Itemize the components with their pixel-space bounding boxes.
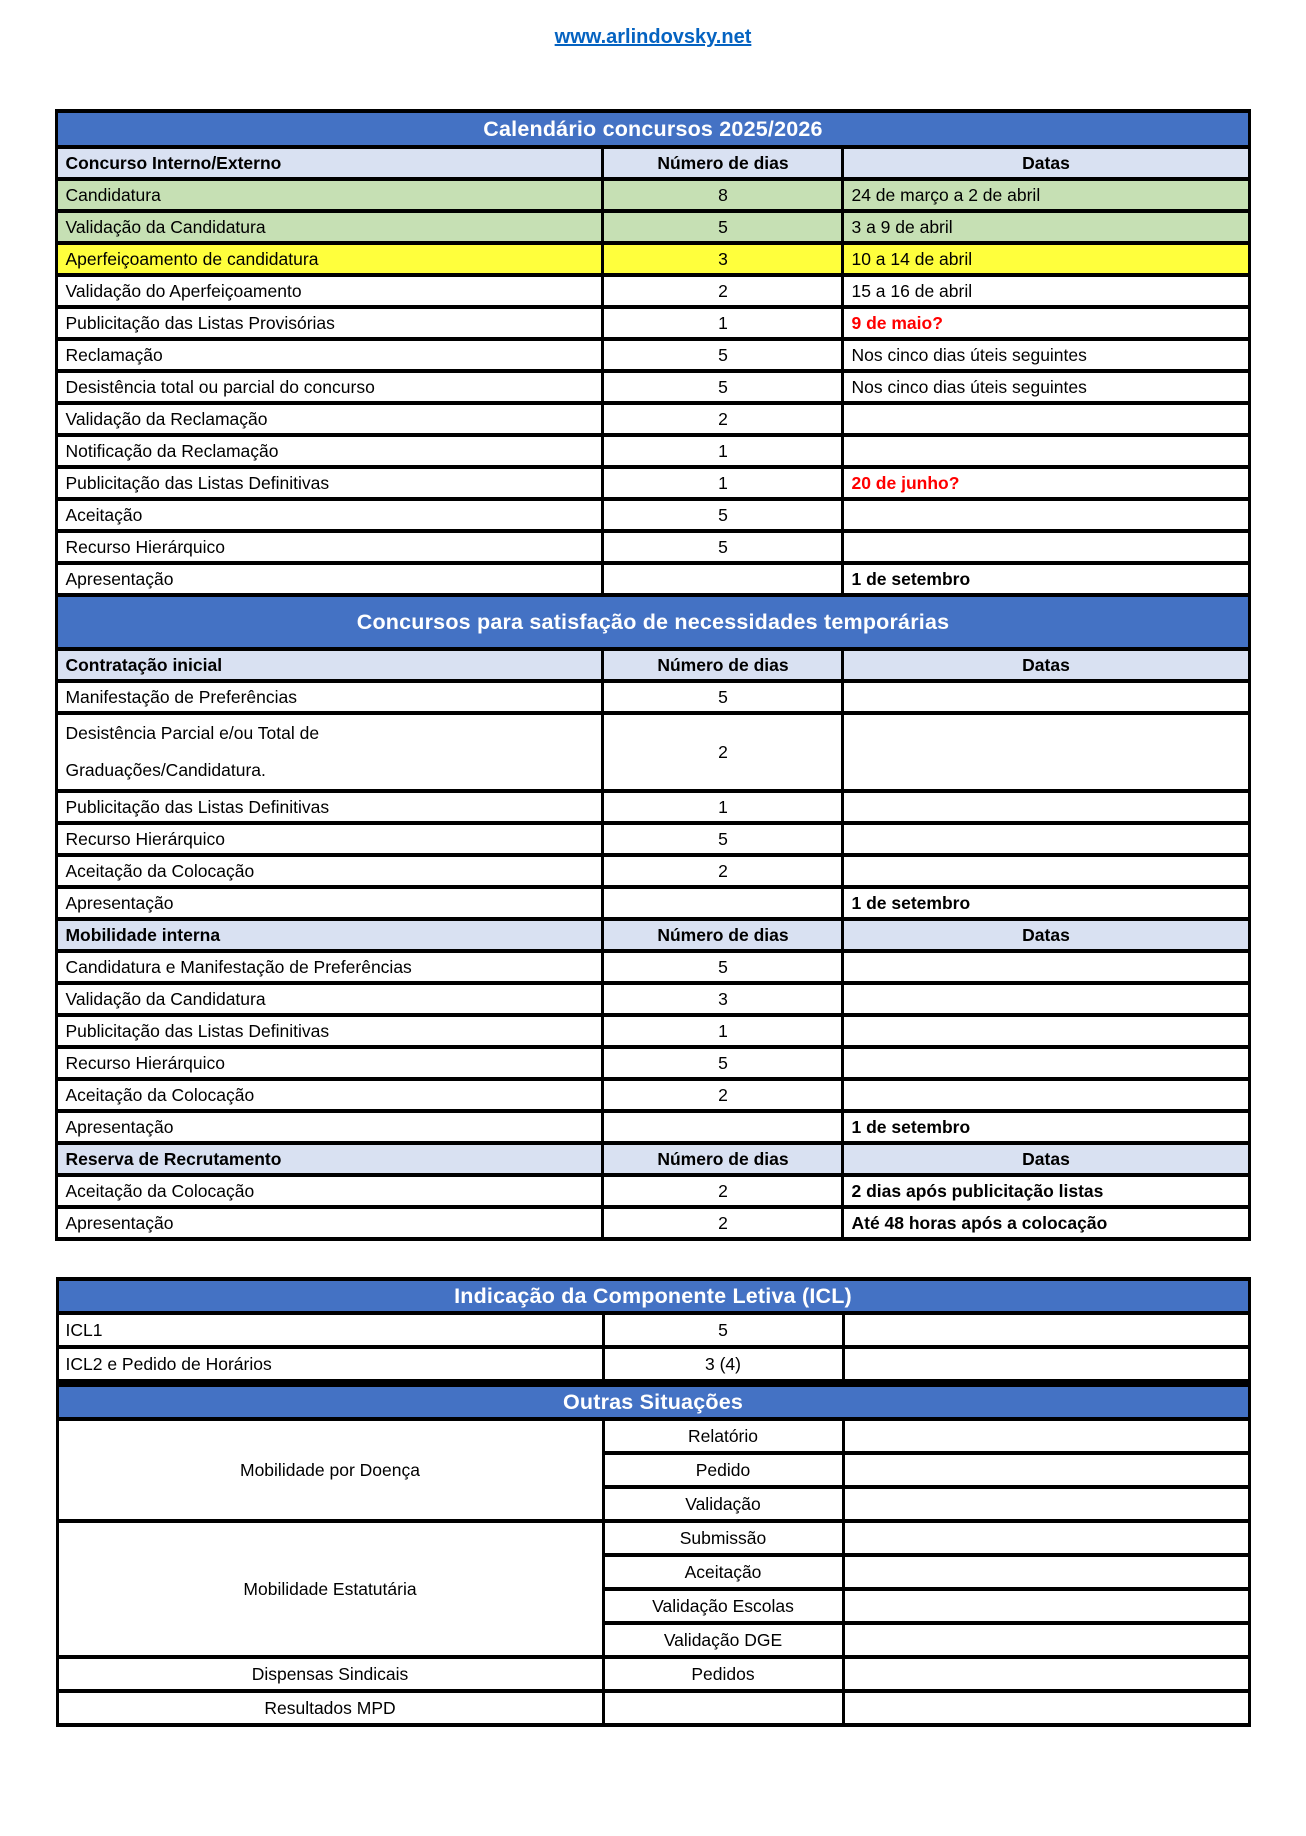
table-row <box>57 1207 1249 1239</box>
section-banner-row <box>57 111 1249 147</box>
table-row <box>57 275 1249 307</box>
row-dates <box>843 681 1249 713</box>
table-row <box>57 563 1249 595</box>
row-days: 1 <box>603 791 843 823</box>
row-days: 5 <box>603 951 843 983</box>
row-label <box>57 713 603 791</box>
calendar-table-body <box>57 111 1249 1239</box>
table-row <box>57 1079 1249 1111</box>
table-row <box>57 179 1249 211</box>
row-days: 5 <box>603 1047 843 1079</box>
row-dates: 2 dias após publicitação listas <box>843 1175 1249 1207</box>
icl-other-table-body <box>57 1279 1249 1725</box>
icl-other-table <box>56 1277 1251 1727</box>
site-link[interactable]: www.arlindovsky.net <box>554 26 752 48</box>
table-row <box>57 1047 1249 1079</box>
row-label: Apresentação <box>57 563 603 595</box>
row-label: Notificação da Reclamação <box>57 435 603 467</box>
table-row <box>57 1111 1249 1143</box>
row-stage: Validação DGE <box>603 1623 843 1657</box>
row-days: 3 (4) <box>603 1347 843 1381</box>
table-row <box>57 713 1249 791</box>
row-label: Desistência total ou parcial do concurso <box>57 371 603 403</box>
table-row <box>57 1313 1249 1347</box>
row-dates <box>843 855 1249 887</box>
row-days: 3 <box>603 983 843 1015</box>
row-days: 2 <box>603 1207 843 1239</box>
row-label: Aceitação da Colocação <box>57 855 603 887</box>
row-dates <box>843 531 1249 563</box>
row-dates <box>843 403 1249 435</box>
row-days: 5 <box>603 211 843 243</box>
row-dates <box>843 1015 1249 1047</box>
row-label: Validação da Reclamação <box>57 403 603 435</box>
table-row <box>57 855 1249 887</box>
row-label: Apresentação <box>57 1207 603 1239</box>
row-days <box>603 1111 843 1143</box>
row-days: 2 <box>603 713 843 791</box>
table-row <box>57 1419 1249 1453</box>
row-days: 2 <box>603 1175 843 1207</box>
column-header-days: Número de dias <box>603 1143 843 1175</box>
section-banner-row <box>57 1279 1249 1313</box>
column-header-days: Número de dias <box>603 147 843 179</box>
column-header-row <box>57 919 1249 951</box>
row-dates <box>843 1691 1249 1725</box>
row-label: Aceitação da Colocação <box>57 1079 603 1111</box>
row-dates <box>843 1657 1249 1691</box>
table-row <box>57 339 1249 371</box>
group-label: Mobilidade Estatutária <box>57 1521 603 1657</box>
row-dates <box>843 791 1249 823</box>
row-days: 1 <box>603 467 843 499</box>
section-banner: Concursos para satisfação de necessidades temporárias <box>57 595 1249 649</box>
section-banner: Outras Situações <box>57 1385 1249 1419</box>
row-dates <box>843 713 1249 791</box>
column-header-row <box>57 649 1249 681</box>
row-days: 2 <box>603 855 843 887</box>
row-label: Apresentação <box>57 1111 603 1143</box>
section-banner-row <box>57 595 1249 649</box>
row-dates <box>843 1047 1249 1079</box>
row-days: 5 <box>603 499 843 531</box>
row-label: Publicitação das Listas Definitivas <box>57 791 603 823</box>
row-dates <box>843 983 1249 1015</box>
table-row <box>57 467 1249 499</box>
row-label: Recurso Hierárquico <box>57 531 603 563</box>
column-header-days: Número de dias <box>603 649 843 681</box>
section-banner-row <box>57 1385 1249 1419</box>
row-dates <box>843 1589 1249 1623</box>
row-stage: Pedido <box>603 1453 843 1487</box>
row-dates <box>843 1555 1249 1589</box>
row-dates <box>843 499 1249 531</box>
row-days <box>603 887 843 919</box>
row-label: Recurso Hierárquico <box>57 823 603 855</box>
row-days: 2 <box>603 403 843 435</box>
column-header-dates: Datas <box>843 919 1249 951</box>
row-dates: Até 48 horas após a colocação <box>843 1207 1249 1239</box>
row-days: 5 <box>603 681 843 713</box>
group-label: Mobilidade por Doença <box>57 1419 603 1521</box>
row-stage: Submissão <box>603 1521 843 1555</box>
row-dates: 1 de setembro <box>843 887 1249 919</box>
row-label: Recurso Hierárquico <box>57 1047 603 1079</box>
table-row <box>57 1657 1249 1691</box>
row-label: Aperfeiçoamento de candidatura <box>57 243 603 275</box>
column-header-label: Concurso Interno/Externo <box>57 147 603 179</box>
row-dates <box>843 1419 1249 1453</box>
row-stage: Validação <box>603 1487 843 1521</box>
row-dates <box>843 1079 1249 1111</box>
row-stage: Pedidos <box>603 1657 843 1691</box>
column-header-dates: Datas <box>843 649 1249 681</box>
table-row <box>57 1691 1249 1725</box>
group-label: Dispensas Sindicais <box>57 1657 603 1691</box>
table-row <box>57 1347 1249 1381</box>
calendar-table <box>55 109 1250 1241</box>
row-label: Publicitação das Listas Provisórias <box>57 307 603 339</box>
column-header-label: Reserva de Recrutamento <box>57 1143 603 1175</box>
row-days: 8 <box>603 179 843 211</box>
row-dates <box>843 435 1249 467</box>
group-label: Resultados MPD <box>57 1691 603 1725</box>
row-label: Apresentação <box>57 887 603 919</box>
row-days: 5 <box>603 339 843 371</box>
table-row <box>57 307 1249 339</box>
table-row <box>57 1175 1249 1207</box>
row-days: 2 <box>603 1079 843 1111</box>
table-row <box>57 499 1249 531</box>
row-days: 1 <box>603 307 843 339</box>
table-row <box>57 211 1249 243</box>
row-dates <box>843 823 1249 855</box>
row-label: Publicitação das Listas Definitivas <box>57 1015 603 1047</box>
row-days: 5 <box>603 1313 843 1347</box>
row-dates <box>843 951 1249 983</box>
table-row <box>57 823 1249 855</box>
page-header <box>0 0 1306 49</box>
row-dates: 1 de setembro <box>843 1111 1249 1143</box>
row-label: Candidatura e Manifestação de Preferências <box>57 951 603 983</box>
row-days: 1 <box>603 435 843 467</box>
row-days: 2 <box>603 275 843 307</box>
row-dates: Nos cinco dias úteis seguintes <box>843 339 1249 371</box>
column-header-dates: Datas <box>843 1143 1249 1175</box>
table-row <box>57 983 1249 1015</box>
table-row <box>57 531 1249 563</box>
row-dates: 20 de junho? <box>843 467 1249 499</box>
table-row <box>57 951 1249 983</box>
row-days: 1 <box>603 1015 843 1047</box>
row-label: ICL2 e Pedido de Horários <box>57 1347 603 1381</box>
table-row <box>57 403 1249 435</box>
table-row <box>57 887 1249 919</box>
row-dates: 9 de maio? <box>843 307 1249 339</box>
row-stage: Validação Escolas <box>603 1589 843 1623</box>
row-days: 5 <box>603 823 843 855</box>
row-label-line: Desistência Parcial e/ou Total de <box>65 723 320 743</box>
row-stage <box>603 1691 843 1725</box>
row-days <box>603 563 843 595</box>
row-dates <box>843 1487 1249 1521</box>
table-row <box>57 1015 1249 1047</box>
row-label: ICL1 <box>57 1313 603 1347</box>
table-row <box>57 681 1249 713</box>
row-label: Candidatura <box>57 179 603 211</box>
row-days: 3 <box>603 243 843 275</box>
table-row <box>57 371 1249 403</box>
row-dates: 10 a 14 de abril <box>843 243 1249 275</box>
column-header-label: Mobilidade interna <box>57 919 603 951</box>
row-label: Aceitação <box>57 499 603 531</box>
row-label-line: Graduações/Candidatura. <box>65 760 266 780</box>
row-label: Validação da Candidatura <box>57 211 603 243</box>
column-header-row <box>57 147 1249 179</box>
row-dates: Nos cinco dias úteis seguintes <box>843 371 1249 403</box>
section-banner: Indicação da Componente Letiva (ICL) <box>57 1279 1249 1313</box>
row-dates: 15 a 16 de abril <box>843 275 1249 307</box>
row-label: Publicitação das Listas Definitivas <box>57 467 603 499</box>
column-header-row <box>57 1143 1249 1175</box>
row-dates <box>843 1623 1249 1657</box>
row-label: Validação do Aperfeiçoamento <box>57 275 603 307</box>
row-label: Validação da Candidatura <box>57 983 603 1015</box>
row-label: Reclamação <box>57 339 603 371</box>
section-banner: Calendário concursos 2025/2026 <box>57 111 1249 147</box>
row-dates: 1 de setembro <box>843 563 1249 595</box>
table-row <box>57 243 1249 275</box>
row-stage: Relatório <box>603 1419 843 1453</box>
table-row <box>57 791 1249 823</box>
row-dates: 24 de março a 2 de abril <box>843 179 1249 211</box>
row-dates <box>843 1313 1249 1347</box>
row-days: 5 <box>603 531 843 563</box>
row-stage: Aceitação <box>603 1555 843 1589</box>
row-dates <box>843 1521 1249 1555</box>
row-days: 5 <box>603 371 843 403</box>
row-dates <box>843 1347 1249 1381</box>
column-header-label: Contratação inicial <box>57 649 603 681</box>
column-header-dates: Datas <box>843 147 1249 179</box>
table-row <box>57 435 1249 467</box>
row-dates: 3 a 9 de abril <box>843 211 1249 243</box>
column-header-days: Número de dias <box>603 919 843 951</box>
row-label: Manifestação de Preferências <box>57 681 603 713</box>
row-label: Aceitação da Colocação <box>57 1175 603 1207</box>
table-row <box>57 1521 1249 1555</box>
row-dates <box>843 1453 1249 1487</box>
